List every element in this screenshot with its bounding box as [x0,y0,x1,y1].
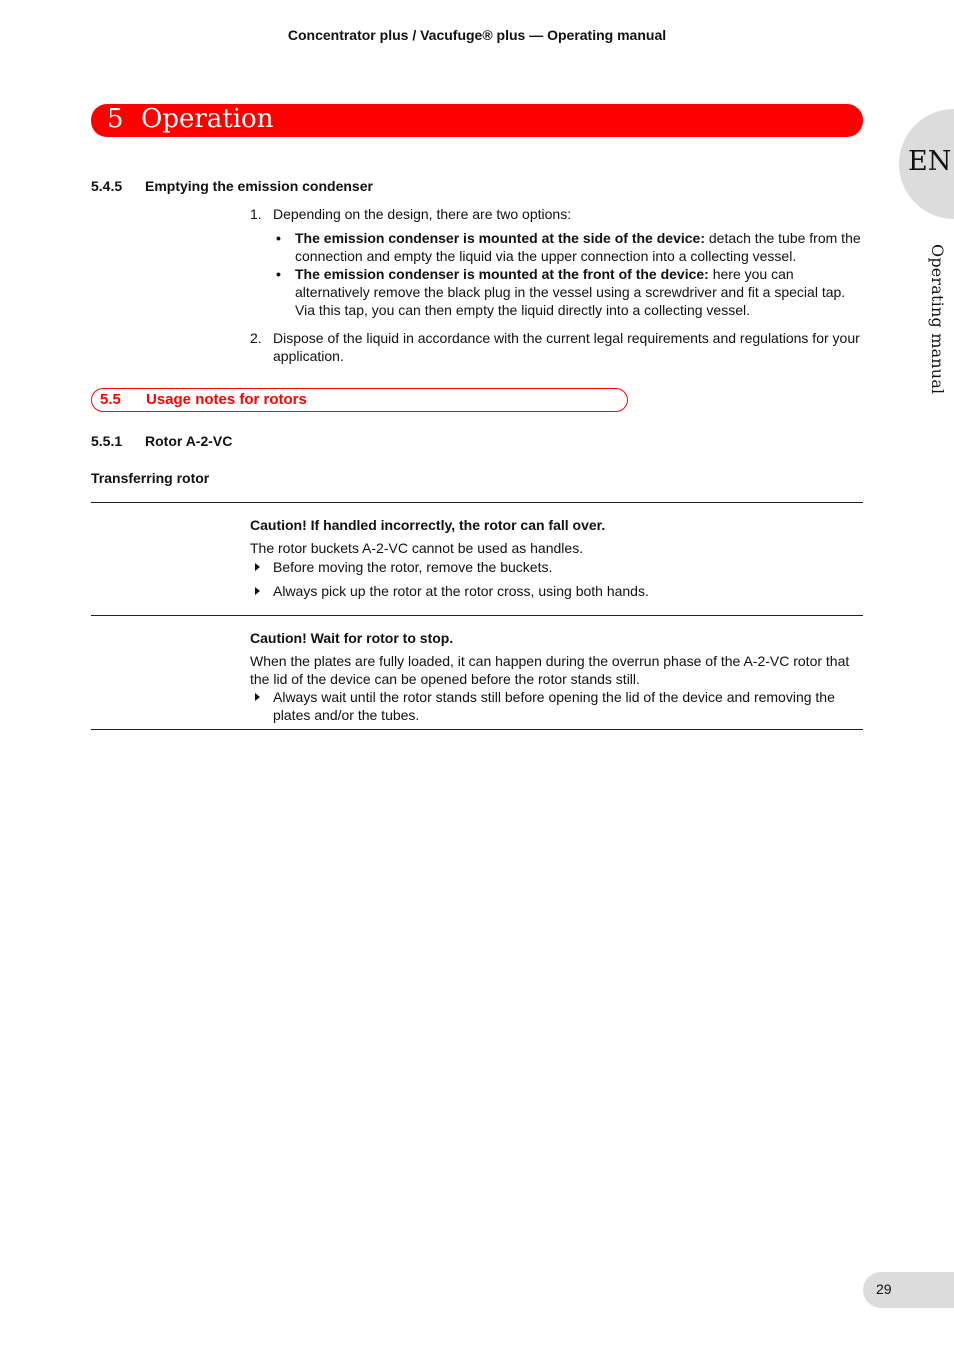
action-text: Always pick up the rotor at the rotor cross, using both hands. [273,583,649,599]
divider [91,729,863,730]
divider [91,502,863,503]
step-text: Dispose of the liquid in accordance with the current legal requirements and regulations for your application. [273,330,860,364]
option-bullet-front [276,265,862,319]
section-heading-5-5 [91,388,628,412]
bullet-bold-text: The emission condenser is mounted at the side of the device: [295,230,705,246]
chapter-banner [91,104,863,137]
bullet-text: detach the tube from the connection and empty the liquid via the upper connection into a collecting vessel. [295,230,861,264]
step-text: Depending on the design, there are two options: [273,206,572,222]
caution-text: The rotor buckets A-2-VC cannot be used as handles. [250,540,584,556]
arrow-icon [255,693,260,701]
action-item [250,558,862,576]
step-marker: 1. [250,206,262,222]
bullet-dot: • [276,266,281,282]
language-code: EN [908,146,952,177]
section-number: 5.5.1 [91,433,123,449]
arrow-icon [255,563,260,571]
section-heading-5-4-5 [91,178,373,194]
caution-text: When the plates are fully loaded, it can happen during the overrun phase of the A-2-VC rotor that the lid of the device can be opened before the rotor stands still. [250,653,850,687]
document-header: Concentrator plus / Vacufuge® plus — Operating manual [287,27,667,43]
section-title: Emptying the emission condenser [145,178,373,194]
section-title: Usage notes for rotors [146,391,307,408]
bullet-dot: • [276,230,281,246]
chapter-title: Operation [141,104,274,134]
section-heading-5-5-1 [91,433,232,449]
bullet-bold-text: The emission condenser is mounted at the front of the device: [295,266,709,282]
caution-title: Caution! If handled incorrectly, the rotor can fall over. [250,517,606,533]
subheading: Transferring rotor [91,470,210,486]
divider [91,615,863,616]
action-item [250,688,862,724]
bullet-text: here you can alternatively remove the black plug in the vessel using a screwdriver and fit a special tap. Via this tap, you can then empty the liquid directly into a collecting vessel. [295,266,846,318]
option-bullet-side [276,229,862,265]
action-text: Always wait until the rotor stands still before opening the lid of the device and removing the plates and/or the tubes. [273,689,835,723]
side-label: Operating manual [928,244,947,395]
section-number: 5.4.5 [91,178,123,194]
action-item [250,582,862,600]
page-number: 29 [876,1281,892,1297]
arrow-icon [255,587,260,595]
section-title: Rotor A-2-VC [145,433,233,449]
action-text: Before moving the rotor, remove the buckets. [273,559,553,575]
caution-title: Caution! Wait for rotor to stop. [250,630,454,646]
step-marker: 2. [250,330,262,346]
step-2 [250,329,862,365]
chapter-number: 5 [107,104,124,134]
section-number: 5.5 [100,391,121,408]
step-1 [250,205,862,223]
